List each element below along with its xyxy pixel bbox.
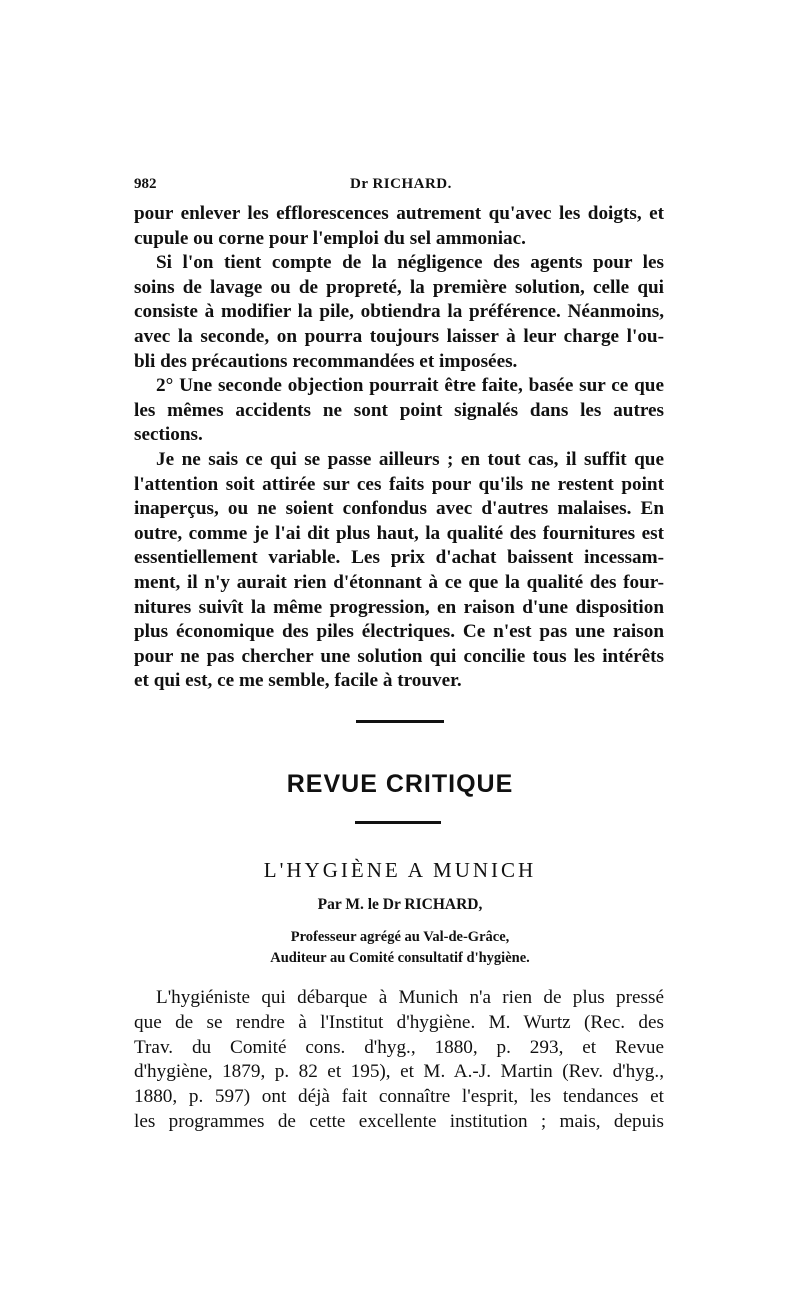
text-line: Je ne sais ce qui se passe ailleurs ; en tout cas, il suffit que bbox=[156, 448, 664, 470]
text-line: plus économique des piles électriques. Ce n'est pas une raison bbox=[134, 621, 664, 643]
text-line: inaperçus, ou ne soient confondus avec d'autres malaises. En bbox=[134, 498, 664, 520]
text-line: pour enlever les efflorescences autrement qu'avec les doigts, et bbox=[134, 203, 664, 224]
running-header bbox=[134, 176, 664, 198]
text-line: d'hygiène, 1879, p. 82 et 195), et M. A.-J. Martin (Rev. d'hyg., bbox=[134, 1061, 664, 1083]
text-line: pour ne pas chercher une solution qui concilie tous les intérêts bbox=[134, 645, 664, 667]
divider-rule bbox=[356, 720, 444, 723]
text-line: Si l'on tient compte de la négligence des agents pour les bbox=[156, 252, 664, 274]
text-line: outre, comme je l'ai dit plus haut, la qualité des fournitures est bbox=[134, 522, 664, 544]
text-line: que de se rendre à l'Institut d'hygiène. M. Wurtz (Rec. des bbox=[134, 1011, 664, 1033]
article-title: L'HYGIÈNE A MUNICH bbox=[263, 858, 537, 882]
text-line: consiste à modifier la pile, obtiendra la préférence. Néanmoins, bbox=[134, 301, 664, 323]
text-line: et qui est, ce me semble, facile à trouver. bbox=[134, 670, 462, 692]
text-line: essentiellement variable. Les prix d'achat baissent incessam- bbox=[134, 547, 664, 569]
body-text-bottom bbox=[134, 986, 664, 1135]
divider-rule bbox=[355, 821, 441, 824]
text-line: sections. bbox=[134, 424, 203, 446]
text-line: cupule ou corne pour l'emploi du sel ammoniac. bbox=[134, 227, 526, 249]
author-affiliation: Professeur agrégé au Val-de-Grâce, bbox=[290, 929, 510, 945]
author-affiliation: Auditeur au Comité consultatif d'hygiène. bbox=[270, 950, 530, 966]
text-line: 2° Une seconde objection pourrait être faite, basée sur ce que bbox=[156, 375, 664, 397]
body-text-top bbox=[134, 202, 664, 694]
text-line: avec la seconde, on pourra toujours laisser à leur charge l'ou- bbox=[134, 325, 664, 347]
text-line: 1880, p. 597) ont déjà fait connaître l'esprit, les tendances et bbox=[134, 1086, 664, 1108]
page-number: 982 bbox=[134, 176, 157, 192]
text-line: les programmes de cette excellente institution ; mais, depuis bbox=[134, 1110, 664, 1132]
text-line: soins de lavage ou de propreté, la première solution, celle qui bbox=[134, 276, 664, 298]
text-line: ment, il n'y aurait rien d'étonnant à ce que la qualité des four- bbox=[134, 571, 664, 593]
text-line: Trav. du Comité cons. d'hyg., 1880, p. 293, et Revue bbox=[134, 1036, 664, 1058]
running-title: Dr RICHARD. bbox=[350, 176, 452, 192]
section-title: REVUE CRITIQUE bbox=[286, 770, 514, 798]
text-line: les mêmes accidents ne sont point signalés dans les autres bbox=[134, 399, 664, 421]
article-byline: Par M. le Dr RICHARD, bbox=[317, 896, 483, 913]
text-line: bli des précautions recommandées et imposées. bbox=[134, 350, 518, 372]
text-line: L'hygiéniste qui débarque à Munich n'a rien de plus pressé bbox=[156, 987, 664, 1008]
text-line: l'attention soit attirée sur ces faits pour qu'ils ne restent point bbox=[134, 473, 664, 495]
text-line: nitures suivît la même progression, en raison d'une disposition bbox=[134, 596, 664, 618]
